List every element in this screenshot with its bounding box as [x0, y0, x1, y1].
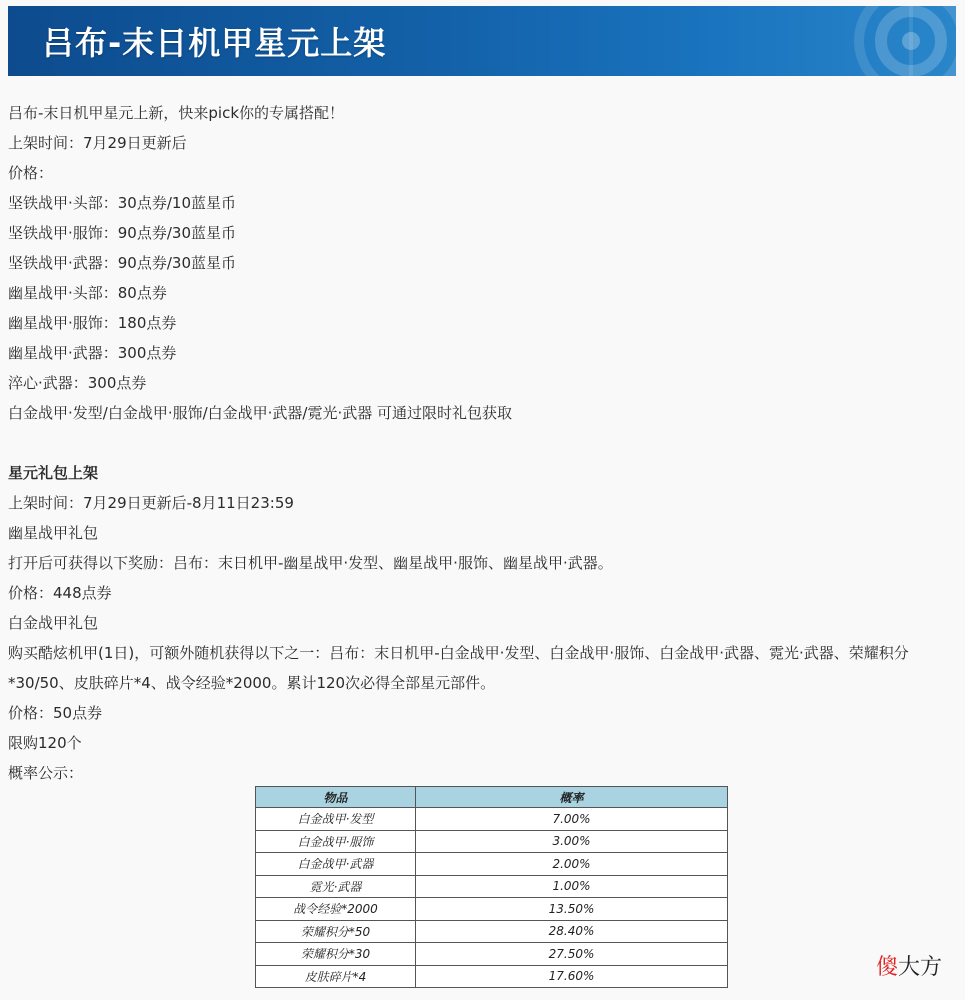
- probability-cell: 2.00%: [416, 853, 728, 876]
- gift-line: 幽星战甲礼包: [8, 524, 99, 542]
- table-row: [256, 875, 728, 898]
- section-heading: 星元礼包上架: [8, 464, 99, 482]
- price-line: 幽星战甲·头部：80点券: [8, 284, 167, 302]
- item-cell: 霓光·武器: [256, 875, 416, 898]
- probability-table: [255, 786, 728, 988]
- item-cell: 白金战甲·武器: [256, 853, 416, 876]
- price-line: 幽星战甲·武器：300点券: [8, 344, 177, 362]
- intro-line: 吕布-末日机甲星元上新，快来pick你的专属搭配！: [8, 104, 345, 122]
- item-cell: 战令经验*2000: [256, 898, 416, 921]
- probability-cell: 27.50%: [416, 943, 728, 966]
- item-cell: 皮肤碎片*4: [256, 965, 416, 988]
- price-line: 淬心·武器：300点券: [8, 374, 147, 392]
- table-row: [256, 965, 728, 988]
- table-row: [256, 920, 728, 943]
- probability-cell: 13.50%: [416, 898, 728, 921]
- probability-cell: 7.00%: [416, 808, 728, 831]
- gift-line: 概率公示：: [8, 764, 84, 782]
- gift-line: 价格：50点券: [8, 704, 103, 722]
- price-line: 坚铁战甲·武器：90点券/30蓝星币: [8, 254, 236, 272]
- gift-line: 上架时间：7月29日更新后-8月11日23:59: [8, 494, 294, 512]
- intro-line: 白金战甲·发型/白金战甲·服饰/白金战甲·武器/霓光·武器 可通过限时礼包获取: [8, 404, 513, 422]
- page-title: 吕布-末日机甲星元上架: [42, 24, 387, 62]
- gift-line: 打开后可获得以下奖励：吕布：末日机甲-幽星战甲·发型、幽星战甲·服饰、幽星战甲·武器。: [8, 554, 613, 572]
- table-row: [256, 808, 728, 831]
- intro-line: 上架时间：7月29日更新后: [8, 134, 187, 152]
- table-row: [256, 853, 728, 876]
- column-header-item: 物品: [256, 787, 416, 808]
- table-row: [256, 898, 728, 921]
- spacer: [8, 428, 958, 458]
- probability-cell: 28.40%: [416, 920, 728, 943]
- gift-description: 购买酷炫机甲(1日)，可额外随机获得以下之一：吕布：末日机甲-白金战甲·发型、白金战甲·服饰、白金战甲·武器、霓光·武器、荣耀积分*30/50、皮肤碎片*4、战令经验*2000。累计120次必得全部星元部件。: [8, 644, 909, 692]
- watermark-logo: [876, 950, 942, 981]
- watermark-text: 大方: [898, 955, 943, 980]
- emblem-decoration-icon: [816, 6, 956, 76]
- article-body: [8, 98, 958, 788]
- table-row: [256, 830, 728, 853]
- item-cell: 白金战甲·发型: [256, 808, 416, 831]
- header-banner: [8, 6, 956, 76]
- price-line: 坚铁战甲·头部：30点券/10蓝星币: [8, 194, 236, 212]
- gift-line: 白金战甲礼包: [8, 614, 99, 632]
- table-row: [256, 943, 728, 966]
- probability-cell: 17.60%: [416, 965, 728, 988]
- probability-cell: 1.00%: [416, 875, 728, 898]
- probability-cell: 3.00%: [416, 830, 728, 853]
- price-line: 坚铁战甲·服饰：90点券/30蓝星币: [8, 224, 236, 242]
- item-cell: 白金战甲·服饰: [256, 830, 416, 853]
- item-cell: 荣耀积分*50: [256, 920, 416, 943]
- item-cell: 荣耀积分*30: [256, 943, 416, 966]
- intro-line: 价格：: [8, 164, 54, 182]
- price-line: 幽星战甲·服饰：180点券: [8, 314, 177, 332]
- gift-line: 价格：448点券: [8, 584, 112, 602]
- watermark-char: 傻: [876, 955, 899, 980]
- column-header-probability: 概率: [416, 787, 728, 808]
- gift-line: 限购120个: [8, 734, 82, 752]
- table-header-row: [256, 787, 728, 808]
